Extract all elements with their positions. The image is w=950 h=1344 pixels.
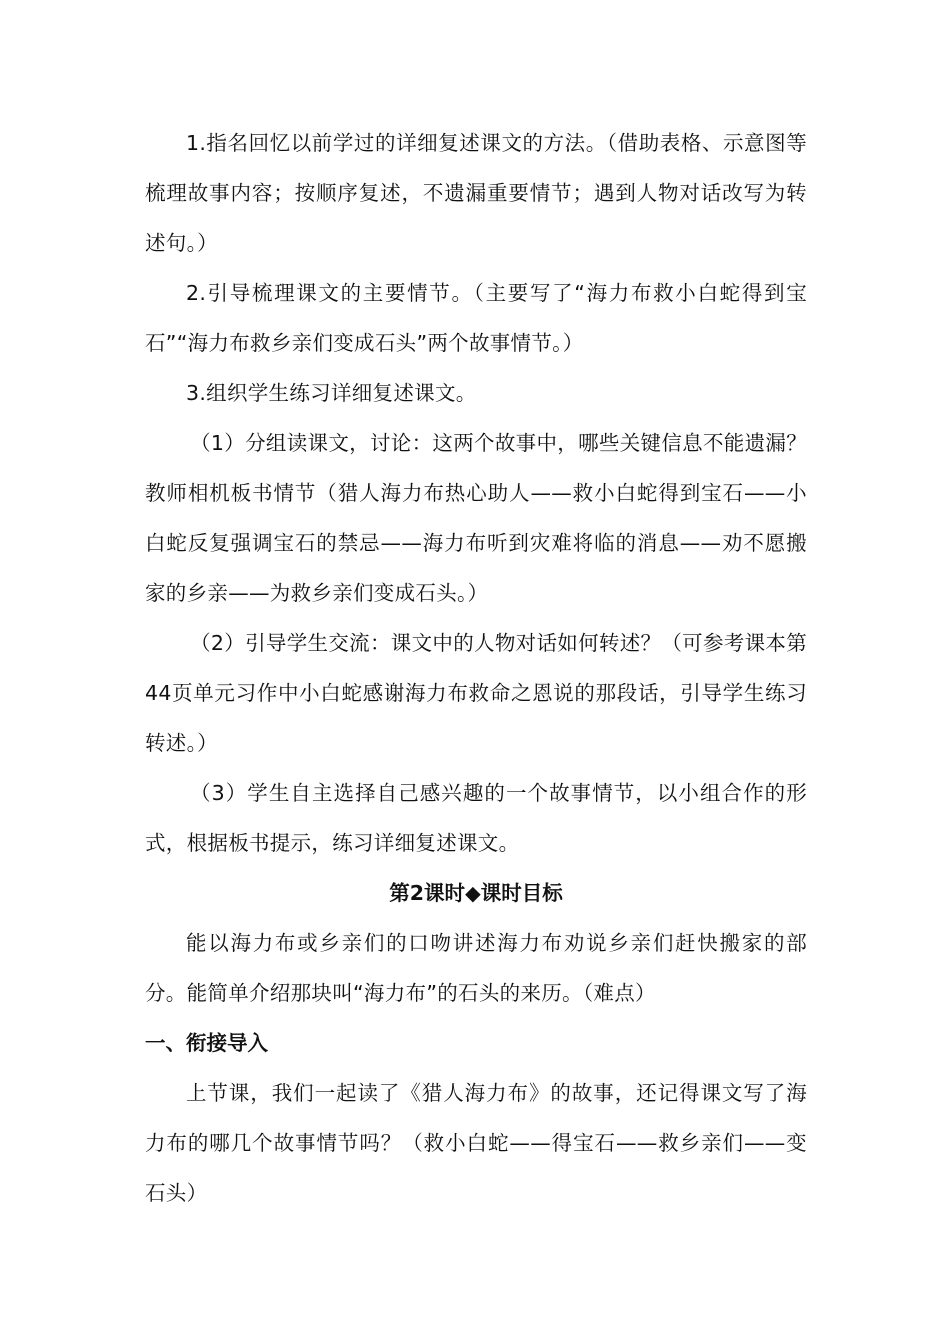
paragraph-main-plot: 2.引导梳理课文的主要情节。（主要写了“海力布救小白蛇得到宝石”“海力布救乡亲们变成石头”两个故事情节。） <box>145 281 807 355</box>
paragraph-step-1: （1）分组读课文，讨论：这两个故事中，哪些关键信息不能遗漏？教师相机板书情节（猎人海力布热心助人——救小白蛇得到宝石——小白蛇反复强调宝石的禁忌——海力布听到灾难将临的消息——劝不愿搬家的乡亲——为救乡亲们变成石头。） <box>145 431 807 605</box>
paragraph-method-recall: 1.指名回忆以前学过的详细复述课文的方法。（借助表格、示意图等梳理故事内容；按顺序复述，不遗漏重要情节；遇到人物对话改写为转述句。） <box>145 131 807 255</box>
paragraph-intro: 上节课，我们一起读了《猎人海力布》的故事，还记得课文写了海力布的哪几个故事情节吗？（救小白蛇——得宝石——救乡亲们——变石头） <box>145 1081 807 1205</box>
paragraph-objective: 能以海力布或乡亲们的口吻讲述海力布劝说乡亲们赶快搬家的部分。能简单介绍那块叫“海力布”的石头的来历。（难点） <box>145 931 807 1005</box>
lesson-heading: 第2课时◆课时目标 <box>389 881 563 905</box>
paragraph-practice: 3.组织学生练习详细复述课文。 <box>186 381 477 405</box>
paragraph-step-2: （2）引导学生交流：课文中的人物对话如何转述？（可参考课本第44页单元习作中小白蛇感谢海力布救命之恩说的那段话，引导学生练习转述。） <box>145 631 807 755</box>
document-body <box>145 118 807 1218</box>
section-heading: 一、衔接导入 <box>145 1031 268 1055</box>
paragraph-step-3: （3）学生自主选择自己感兴趣的一个故事情节，以小组合作的形式，根据板书提示，练习详细复述课文。 <box>145 781 807 855</box>
